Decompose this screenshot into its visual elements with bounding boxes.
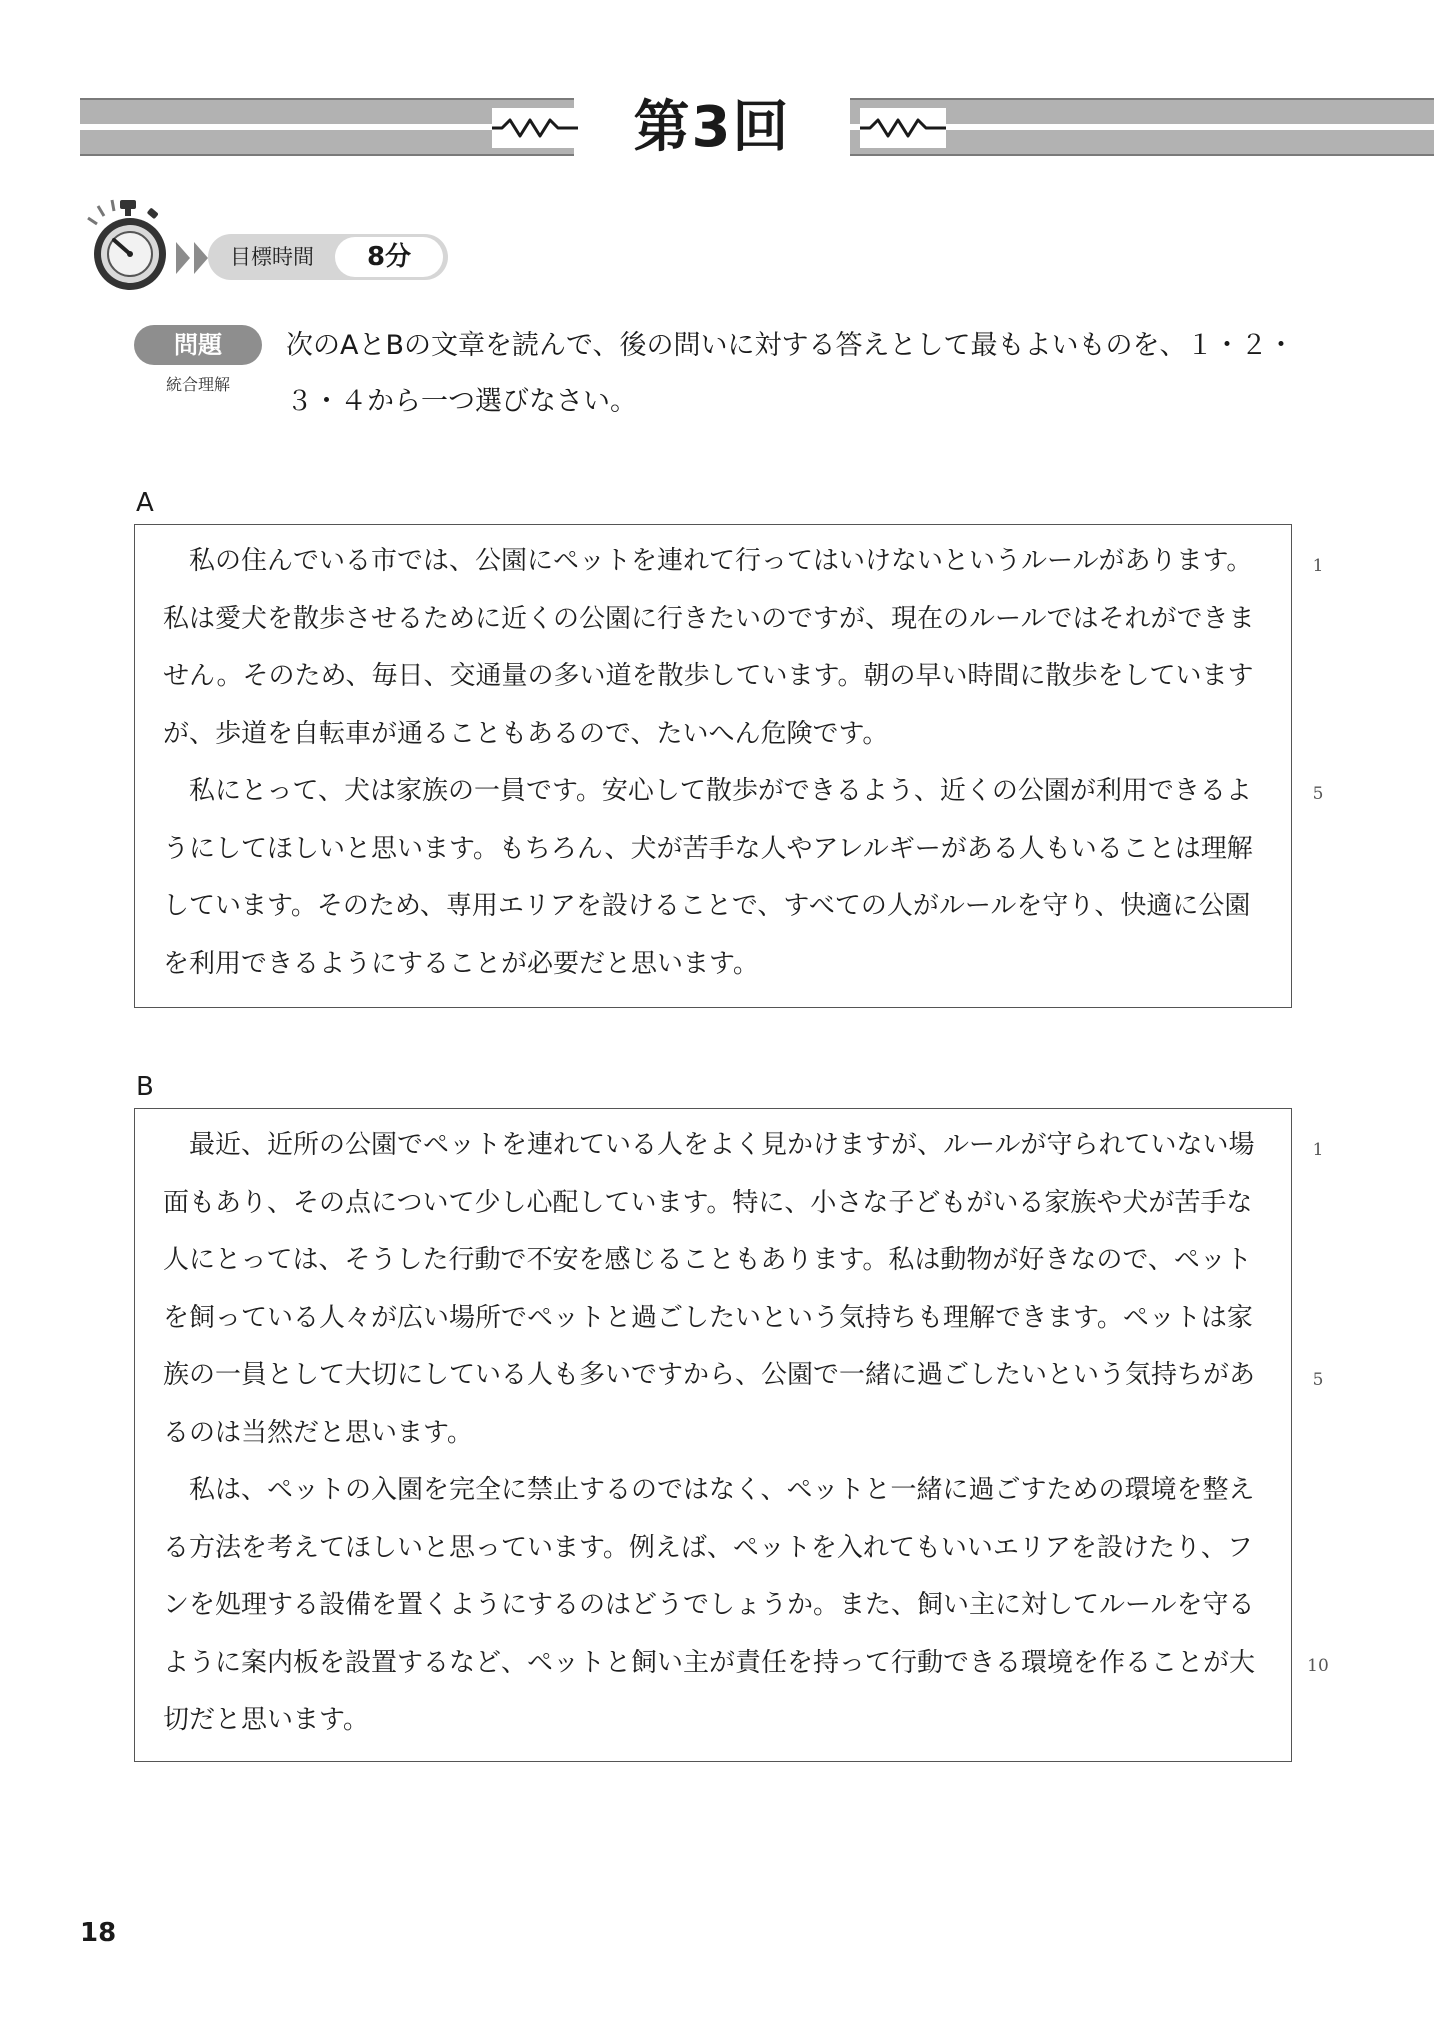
question-instruction: 次のAとBの文章を読んで、後の問いに対する答えとして最もよいものを、１・２・３・４から一つ選びなさい。 [286, 330, 1295, 417]
passage-b-paragraph: 最近、近所の公園でペットを連れている人をよく見かけますが、ルールが守られていない場面もあり、その点について少し心配しています。特に、小さな子どもがいる家族や犬が苦手な人にとっては、そうした行動で不安を感じることもあります。私は動物が好きなので、ペットを飼っている人々が広い場所でペットと過ごしたいという気持ちも理解できます。ペットは家族の一員として大切にしている人も多いですから、公園で一緒に過ごしたいという気持ちがあるのは当然だと思います。 [163, 1130, 1256, 1448]
target-time-value: 8分 [335, 237, 443, 277]
page-title: 第3回 [633, 95, 791, 160]
zigzag-decoration-right [860, 108, 946, 148]
line-number: 5 [1312, 1370, 1324, 1390]
question-type: 統合理解 [165, 375, 230, 394]
passage-a-label: A [136, 488, 154, 518]
zigzag-decoration-left [492, 108, 578, 148]
page-number: 18 [80, 1918, 117, 1948]
line-number: 5 [1312, 784, 1324, 804]
line-number: 10 [1307, 1656, 1329, 1676]
line-number: 1 [1312, 1140, 1324, 1160]
passage-a-paragraph: 私にとって、犬は家族の一員です。安心して散歩ができるよう、近くの公園が利用できるようにしてほしいと思います。もちろん、犬が苦手な人やアレルギーがある人もいることは理解しています。そのため、専用エリアを設けることで、すべての人がルールを守り、快適に公園を利用できるようにすることが必要だと思います。 [163, 776, 1253, 979]
passage-a-paragraph: 私の住んでいる市では、公園にペットを連れて行ってはいけないというルールがあります。私は愛犬を散歩させるために近くの公園に行きたいのですが、現在のルールではそれができません。そのため、毎日、交通量の多い道を散歩しています。朝の早い時間に散歩をしていますが、歩道を自転車が通ることもあるので、たいへん危険です。 [163, 546, 1255, 749]
passage-b-label: B [136, 1072, 154, 1102]
passage-a [134, 524, 1292, 1008]
passage-b [134, 1108, 1292, 1762]
line-number: 1 [1312, 556, 1324, 576]
passage-b-paragraph: 私は、ペットの入園を完全に禁止するのではなく、ペットと一緒に過ごすための環境を整える方法を考えてほしいと思っています。例えば、ペットを入れてもいいエリアを設けたり、フンを処理する設備を置くようにするのはどうでしょうか。また、飼い主に対してルールを守るように案内板を設置するなど、ペットと飼い主が責任を持って行動できる環境を作ることが大切だと思います。 [163, 1475, 1256, 1735]
question-badge: 問題 [134, 325, 262, 365]
stopwatch-icon [84, 196, 172, 292]
target-time-label: 目標時間 [230, 245, 314, 269]
